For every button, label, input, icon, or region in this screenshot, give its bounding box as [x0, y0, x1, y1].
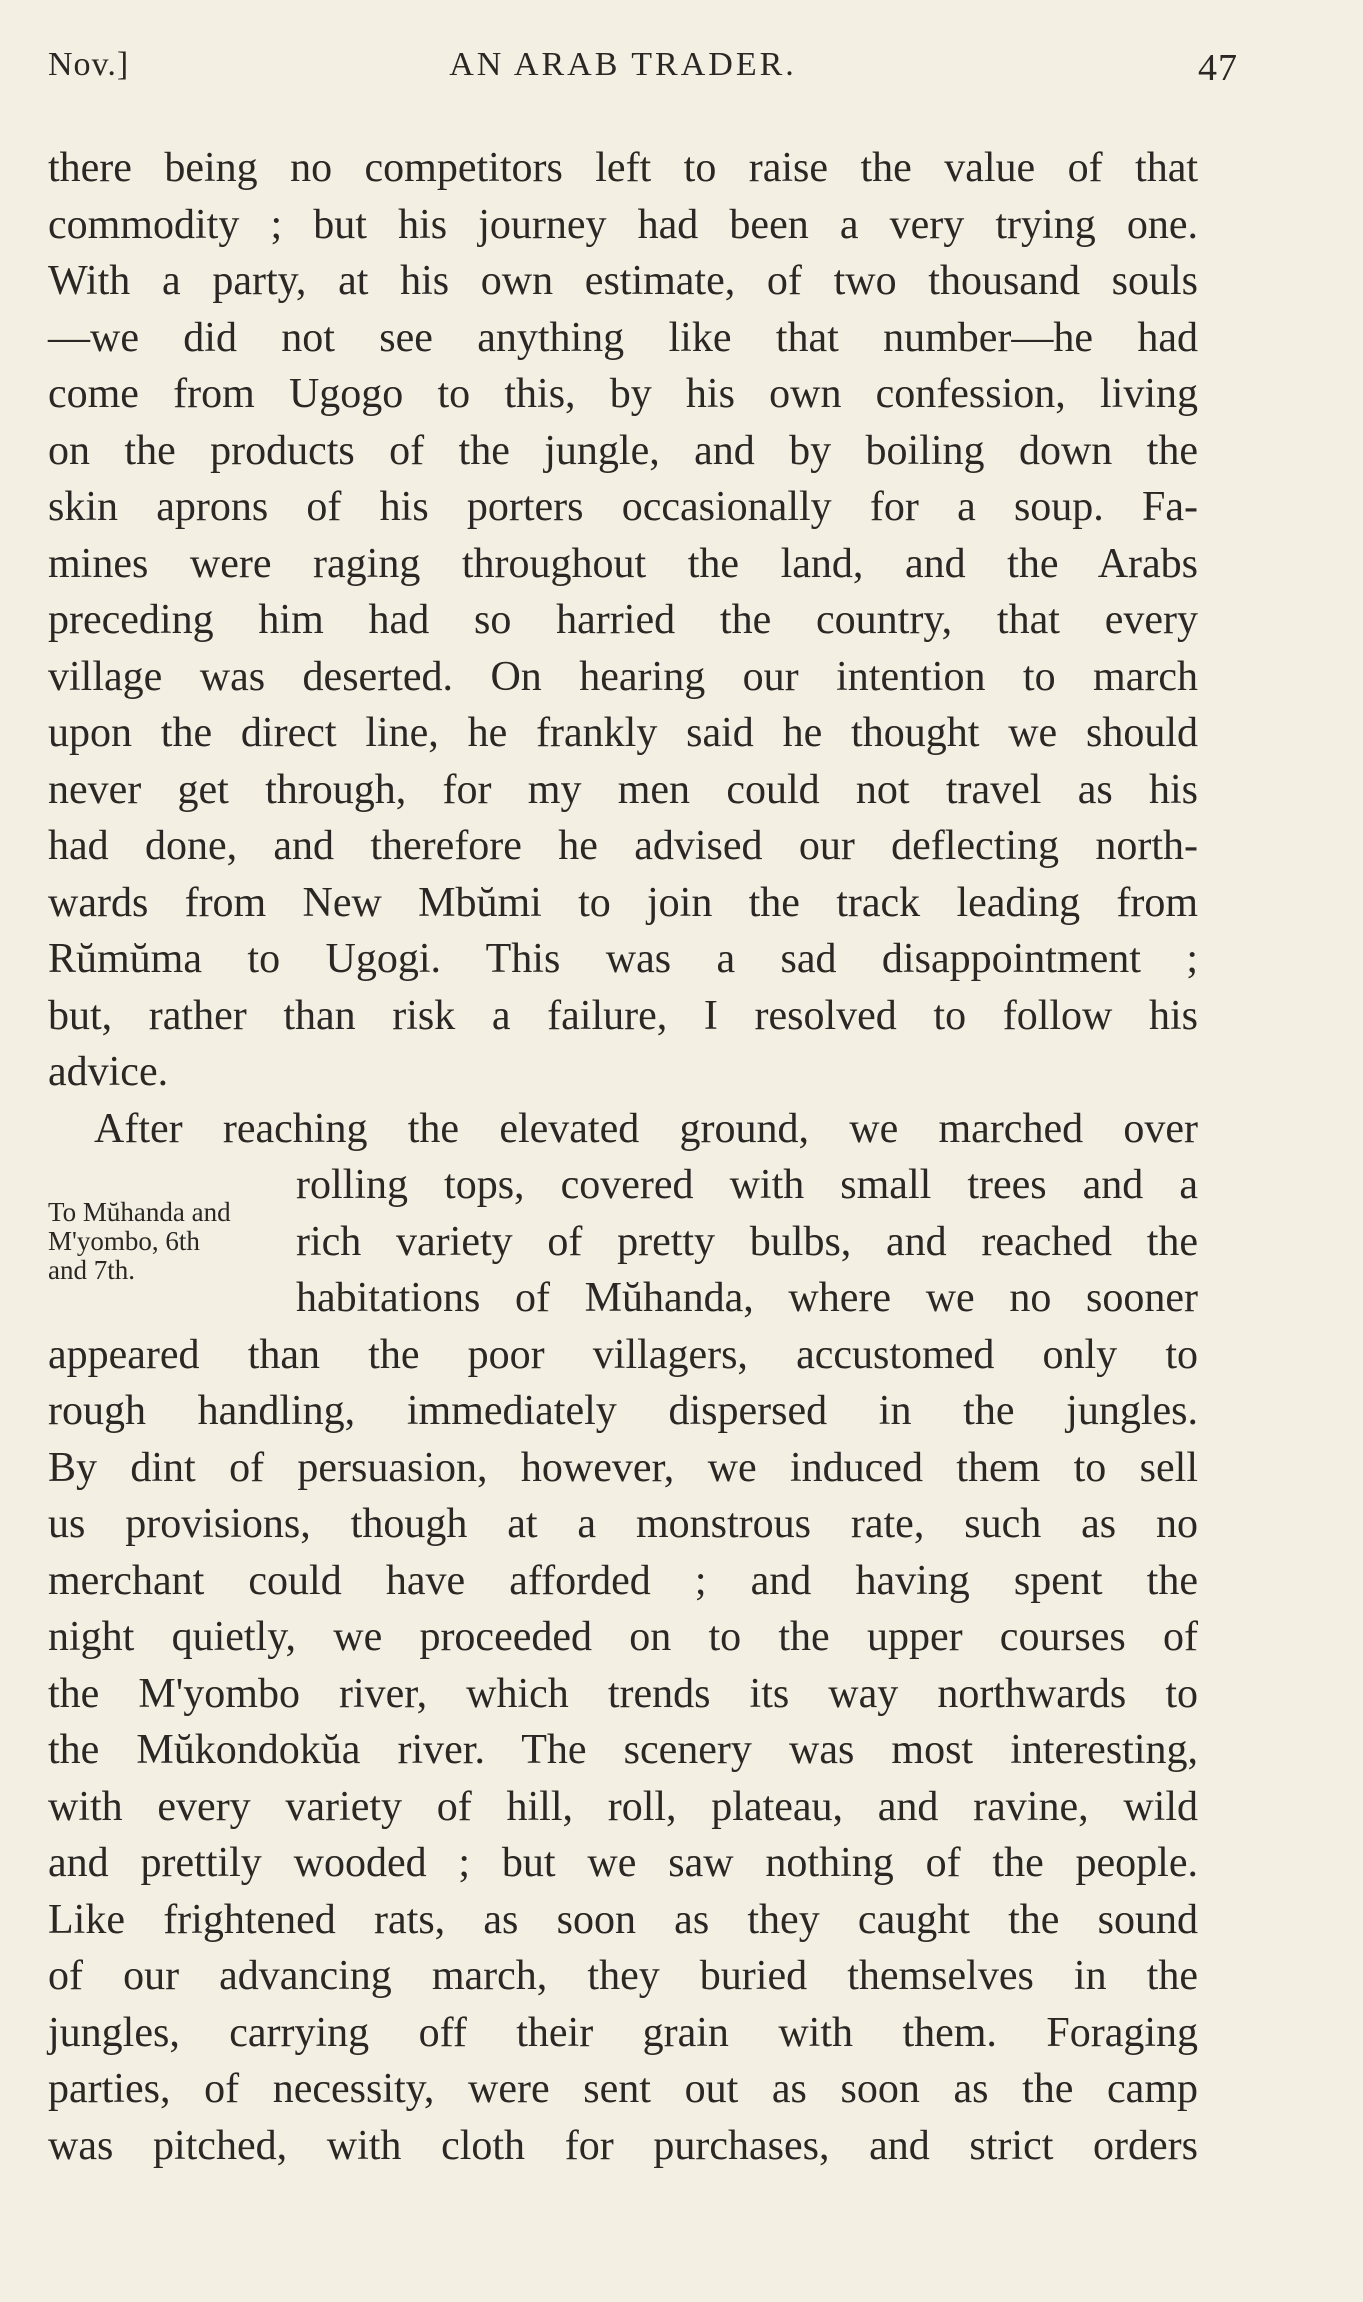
text-line: Like frightened rats, as soon as they caught the sound [48, 1896, 1198, 1943]
text-line: had done, and therefore he advised our deflecting north- [48, 823, 1198, 869]
text-line: mines were raging throughout the land, and the Arabs [48, 540, 1198, 587]
marginal-note-line: and 7th. [48, 1255, 135, 1285]
marginal-note-line: M'yombo, 6th [48, 1226, 200, 1256]
text-line: us provisions, though at a monstrous rate, such as no [48, 1501, 1198, 1547]
text-line: come from Ugogo to this, by his own confession, living [48, 371, 1198, 417]
text-line: on the products of the jungle, and by boiling down the [48, 427, 1198, 474]
text-line: upon the direct line, he frankly said he thought we should [48, 710, 1198, 756]
text-line: night quietly, we proceeded on to the upper courses of [48, 1614, 1198, 1660]
text-line: the M'yombo river, which trends its way northwards to [48, 1670, 1198, 1717]
text-line: Rŭmŭma to Ugogi. This was a sad disappointment ; [48, 936, 1198, 982]
text-line: of our advancing march, they buried themselves in the [48, 1953, 1198, 1999]
text-line: and prettily wooded ; but we saw nothing of the people. [48, 1840, 1198, 1886]
text-line: with every variety of hill, roll, plateau, and ravine, wild [48, 1783, 1198, 1830]
text-line: never get through, for my men could not travel as his [48, 766, 1198, 813]
text-line: jungles, carrying off their grain with them. Foraging [48, 2009, 1198, 2056]
text-line: village was deserted. On hearing our intention to march [48, 653, 1198, 700]
text-line: there being no competitors left to raise the value of that [48, 145, 1198, 191]
text-line: commodity ; but his journey had been a very trying one. [48, 201, 1198, 248]
text-line: parties, of necessity, were sent out as soon as the camp [48, 2066, 1198, 2112]
text-line: was pitched, with cloth for purchases, and strict orders [48, 2122, 1198, 2169]
marginal-note [48, 1198, 288, 1285]
text-line: By dint of persuasion, however, we induced them to sell [48, 1444, 1198, 1491]
marginal-note-line: To Mŭhanda and [48, 1197, 231, 1227]
header-month: Nov.] [48, 46, 130, 83]
page-number: 47 [1198, 47, 1238, 89]
text-line: rough handling, immediately dispersed in the jungles. [48, 1388, 1198, 1434]
text-line: preceding him had so harried the country, that every [48, 597, 1198, 643]
header-title: AN ARAB TRADER. [449, 46, 797, 83]
text-line: —we did not see anything like that number—he had [48, 314, 1198, 361]
text-line: the Mŭkondokŭa river. The scenery was most interesting, [48, 1727, 1198, 1773]
paragraph-1 [48, 140, 1198, 1101]
text-line: rolling tops, covered with small trees and a [296, 1162, 1198, 1208]
text-line: With a party, at his own estimate, of two thousand souls [48, 258, 1198, 304]
text-line: advice. [48, 1049, 169, 1095]
text-line: merchant could have afforded ; and having spent the [48, 1557, 1198, 1604]
text-line: wards from New Mbŭmi to join the track leading from [48, 879, 1198, 926]
running-header [48, 46, 1238, 106]
text-line: rich variety of pretty bulbs, and reached the [296, 1218, 1198, 1265]
text-line: but, rather than risk a failure, I resolved to follow his [48, 992, 1198, 1039]
body-text [48, 140, 1198, 2174]
text-line: After reaching the elevated ground, we marched over [94, 1105, 1198, 1152]
text-line: appeared than the poor villagers, accustomed only to [48, 1331, 1198, 1378]
text-line: skin aprons of his porters occasionally for a soup. Fa- [48, 484, 1198, 530]
text-line: habitations of Mŭhanda, where we no sooner [296, 1275, 1198, 1321]
